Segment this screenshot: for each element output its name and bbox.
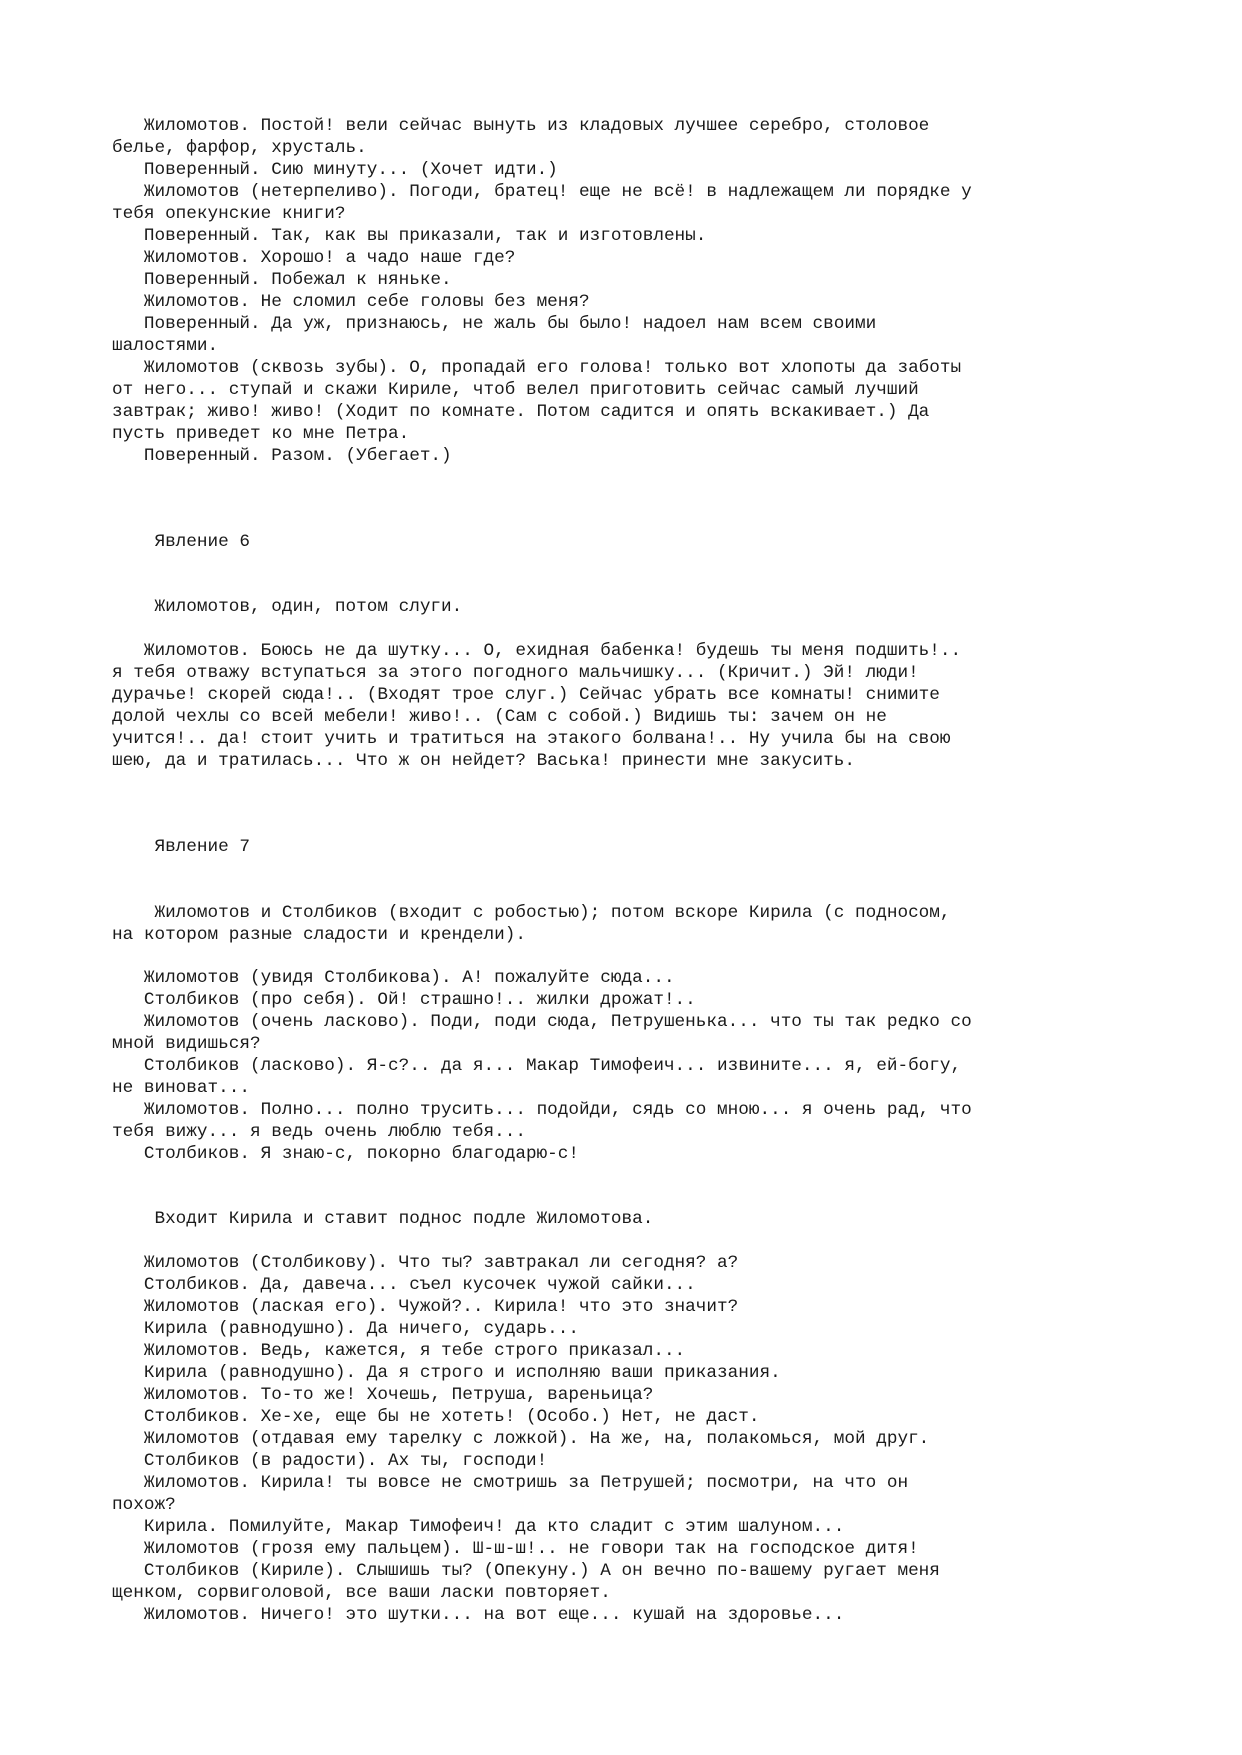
text-line: щенком, сорвиголовой, все ваши ласки повторяет. <box>112 1583 611 1603</box>
scene7-stage-direction: Входит Кирила и ставит поднос подле Жиломотова. <box>112 1209 654 1229</box>
scene5-dialogue <box>112 115 972 467</box>
text-line: Жиломотов (грозя ему пальцем). Ш-ш-ш!.. не говори так на господское дитя! <box>112 1539 919 1559</box>
text-line: Поверенный. Разом. (Убегает.) <box>112 446 452 466</box>
text-line: белье, фарфор, хрусталь. <box>112 138 367 158</box>
text-line: тебя вижу... я ведь очень люблю тебя... <box>112 1122 526 1142</box>
text-line: Столбиков (ласково). Я-с?.. да я... Макар Тимофеич... извините... я, ей-богу, <box>112 1056 962 1076</box>
text-line: мной видишься? <box>112 1034 261 1054</box>
scene7-dialogue-part1 <box>112 967 972 1165</box>
scene7-cast <box>112 902 951 946</box>
text-line: Жиломотов. Не сломил себе головы без меня? <box>112 292 590 312</box>
text-line: Жиломотов. Ничего! это шутки... на вот еще... кушай на здоровье... <box>112 1605 845 1625</box>
text-line: Столбиков (про себя). Ой! страшно!.. жилки дрожат!.. <box>112 990 696 1010</box>
text-line: Столбиков (Кириле). Слышишь ты? (Опекуну.) А он вечно по-вашему ругает меня <box>112 1561 940 1581</box>
text-line: учится!.. да! стоит учить и тратиться на этакого болвана!.. Ну учила бы на свою <box>112 729 951 749</box>
scene7-title: Явление 7 <box>112 837 250 857</box>
text-line: долой чехлы со всей мебели! живо!.. (Сам с собой.) Видишь ты: зачем он не <box>112 707 887 727</box>
text-line: дурачье! скорей сюда!.. (Входят трое слуг.) Сейчас убрать все комнаты! снимите <box>112 685 940 705</box>
text-line: Жиломотов. Постой! вели сейчас вынуть из кладовых лучшее серебро, столовое <box>112 116 930 136</box>
text-line: от него... ступай и скажи Кириле, чтоб велел приготовить сейчас самый лучший <box>112 380 919 400</box>
text-line: Поверенный. Так, как вы приказали, так и изготовлены. <box>112 226 707 246</box>
text-line: Поверенный. Побежал к няньке. <box>112 270 452 290</box>
text-line: Кирила (равнодушно). Да я строго и исполняю ваши приказания. <box>112 1363 781 1383</box>
text-line: Жиломотов (очень ласково). Поди, поди сюда, Петрушенька... что ты так редко со <box>112 1012 972 1032</box>
text-line: Поверенный. Да уж, признаюсь, не жаль бы было! надоел нам всем своими <box>112 314 877 334</box>
text-line: Жиломотов (нетерпеливо). Погоди, братец! еще не всё! в надлежащем ли порядке у <box>112 182 972 202</box>
text-line: Жиломотов (увидя Столбикова). А! пожалуйте сюда... <box>112 968 675 988</box>
text-line: Жиломотов. Ведь, кажется, я тебе строго приказал... <box>112 1341 686 1361</box>
text-line: Жиломотов. Кирила! ты вовсе не смотришь за Петрушей; посмотри, на что он <box>112 1473 909 1493</box>
text-line: не виноват... <box>112 1078 250 1098</box>
scene6-cast: Жиломотов, один, потом слуги. <box>112 597 463 617</box>
text-line: на котором разные сладости и крендели). <box>112 925 526 945</box>
text-line: пусть приведет ко мне Петра. <box>112 424 410 444</box>
text-line: Жиломотов. То-то же! Хочешь, Петруша, вареньица? <box>112 1385 654 1405</box>
text-line: Жиломотов (сквозь зубы). О, пропадай его голова! только вот хлопоты да заботы <box>112 358 962 378</box>
text-line: похож? <box>112 1495 176 1515</box>
text-line: Жиломотов (отдавая ему тарелку с ложкой). На же, на, полакомься, мой друг. <box>112 1429 930 1449</box>
text-line: Жиломотов (Столбикову). Что ты? завтракал ли сегодня? а? <box>112 1253 739 1273</box>
text-line: Кирила (равнодушно). Да ничего, сударь... <box>112 1319 580 1339</box>
text-line: шалостями. <box>112 336 219 356</box>
text-line: Столбиков (в радости). Ах ты, господи! <box>112 1451 548 1471</box>
text-line: Жиломотов. Полно... полно трусить... подойди, сядь со мною... я очень рад, что <box>112 1100 972 1120</box>
scene7-dialogue-part2 <box>112 1252 940 1626</box>
scene6-dialogue <box>112 640 961 772</box>
text-line: Поверенный. Сию минуту... (Хочет идти.) <box>112 160 558 180</box>
text-line: Столбиков. Хе-хе, еще бы не хотеть! (Особо.) Нет, не даст. <box>112 1407 760 1427</box>
text-line: Столбиков. Я знаю-с, покорно благодарю-с! <box>112 1144 580 1164</box>
text-line: Жиломотов. Боюсь не да шутку... О, ехидная бабенка! будешь ты меня подшить!.. <box>112 641 962 661</box>
text-line: завтрак; живо! живо! (Ходит по комнате. Потом садится и опять вскакивает.) Да <box>112 402 930 422</box>
text-line: Жиломотов (лаская его). Чужой?.. Кирила! что это значит? <box>112 1297 739 1317</box>
scene6-title: Явление 6 <box>112 532 250 552</box>
text-line: тебя опекунские книги? <box>112 204 346 224</box>
text-line: я тебя отважу вступаться за этого погодного мальчишку... (Кричит.) Эй! люди! <box>112 663 919 683</box>
text-line: Кирила. Помилуйте, Макар Тимофеич! да кто сладит с этим шалуном... <box>112 1517 845 1537</box>
text-line: шею, да и тратилась... Что ж он нейдет? Васька! принести мне закусить. <box>112 751 855 771</box>
text-line: Столбиков. Да, давеча... съел кусочек чужой сайки... <box>112 1275 696 1295</box>
text-line: Жиломотов. Хорошо! а чадо наше где? <box>112 248 516 268</box>
text-line: Жиломотов и Столбиков (входит с робостью); потом вскоре Кирила (с подносом, <box>112 903 951 923</box>
